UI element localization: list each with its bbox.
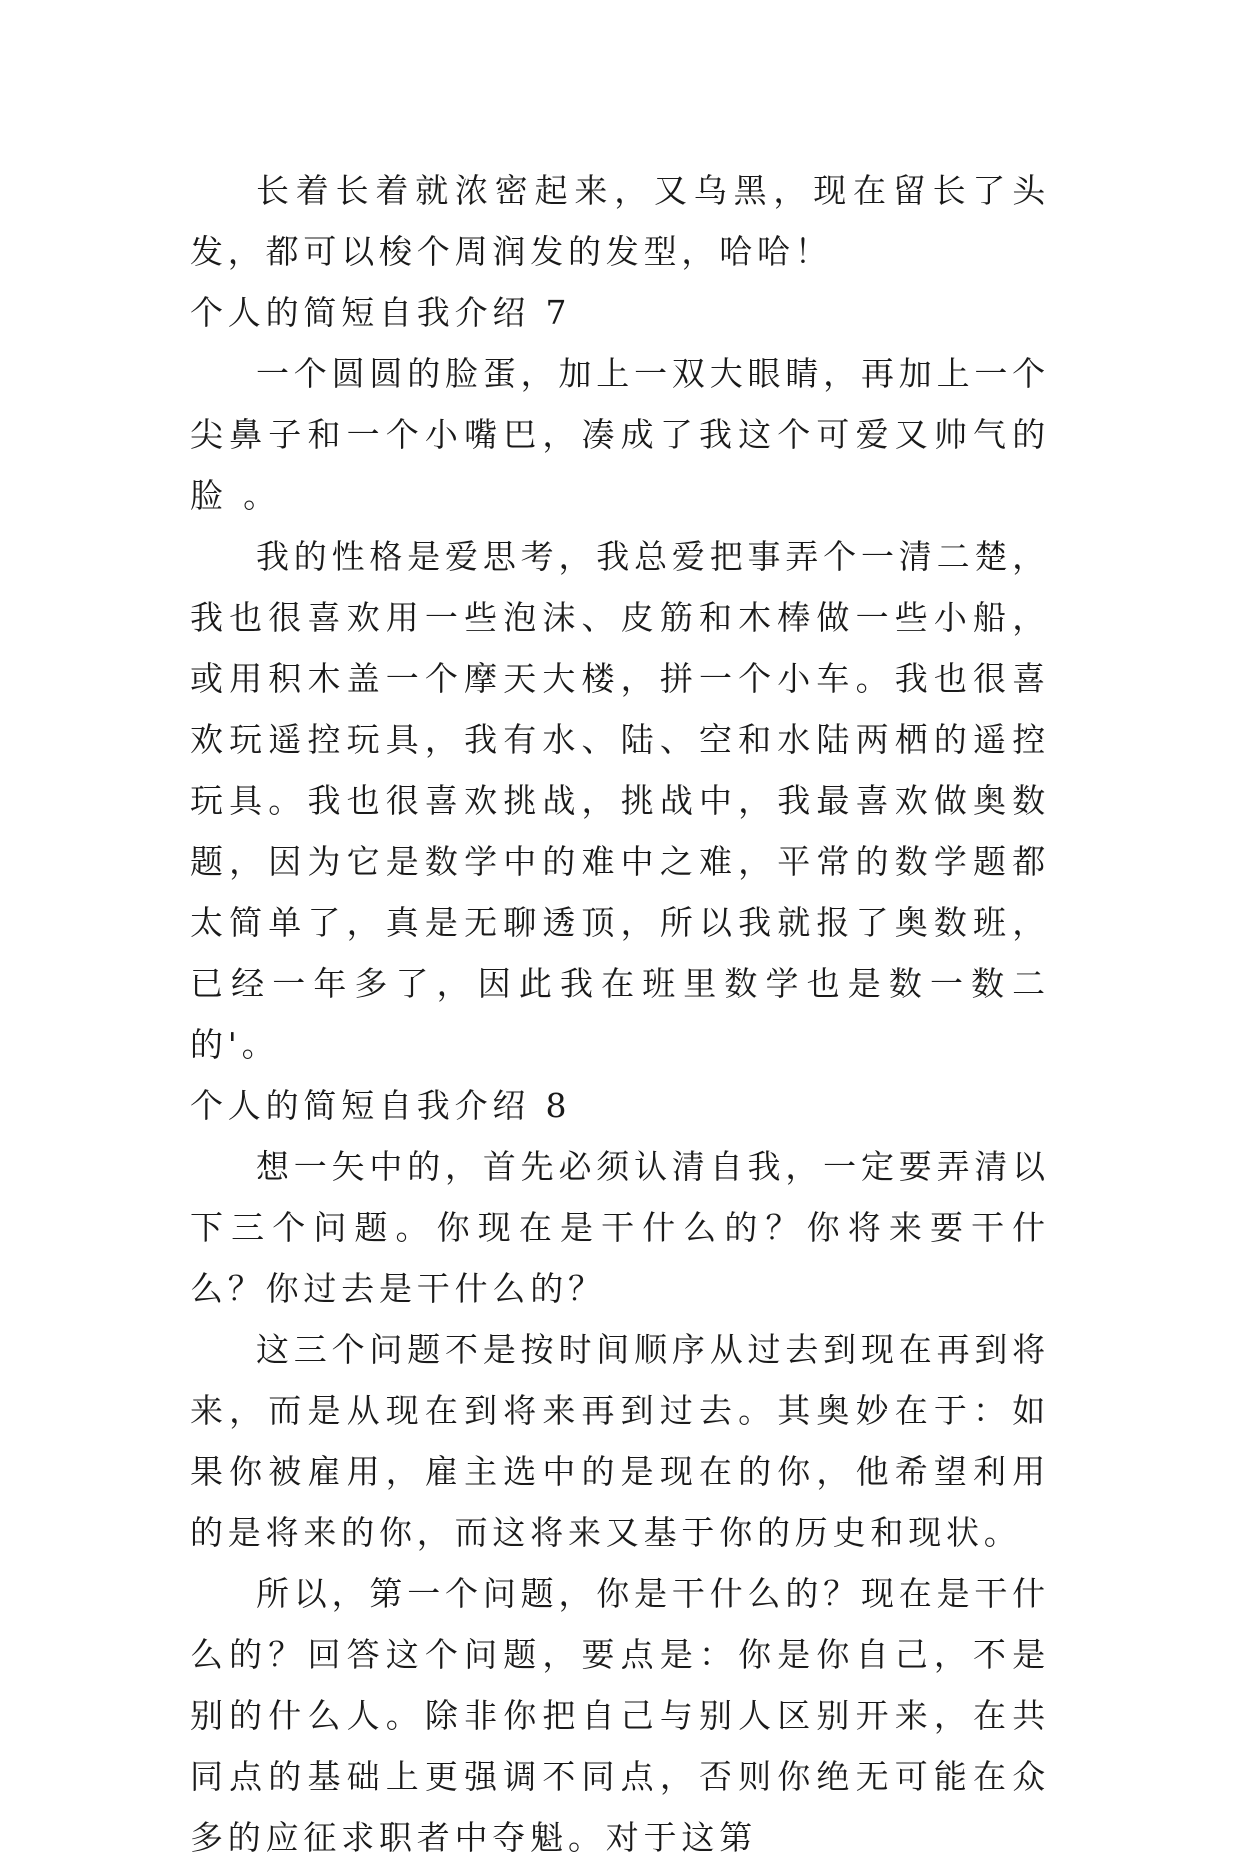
document-body xyxy=(190,160,1050,1868)
paragraph: 所以，第一个问题，你是干什么的？现在是干什么的？回答这个问题，要点是：你是你自己，不是别的什么人。除非你把自己与别人区别开来，在共同点的基础上更强调不同点，否则你绝无可能在众多的应征求职者中夺魁。对于这第 xyxy=(190,1574,1050,1857)
paragraph: 这三个问题不是按时间顺序从过去到现在再到将来，而是从现在到将来再到过去。其奥妙在于：如果你被雇用，雇主选中的是现在的你，他希望利用的是将来的你，而这将来又基于你的历史和现状。 xyxy=(190,1330,1050,1552)
section-heading: 个人的简短自我介绍 7 xyxy=(190,293,572,332)
paragraph: 一个圆圆的脸蛋，加上一双大眼睛，再加上一个尖鼻子和一个小嘴巴，凑成了我这个可爱又帅气的脸 。 xyxy=(190,354,1050,515)
paragraph: 我的性格是爱思考，我总爱把事弄个一清二楚，我也很喜欢用一些泡沫、皮筋和木棒做一些小船，或用积木盖一个摩天大楼，拼一个小车。我也很喜欢玩遥控玩具，我有水、陆、空和水陆两栖的遥控玩具。我也很喜欢挑战，挑战中，我最喜欢做奥数题，因为它是数学中的难中之难，平常的数学题都太简单了，真是无聊透顶，所以我就报了奥数班，已经一年多了，因此我在班里数学也是数一数二的'。 xyxy=(190,537,1050,1064)
section-heading: 个人的简短自我介绍 8 xyxy=(190,1086,572,1125)
paragraph: 想一矢中的，首先必须认清自我，一定要弄清以下三个问题。你现在是干什么的？你将来要干什么？你过去是干什么的？ xyxy=(190,1147,1050,1308)
paragraph: 长着长着就浓密起来，又乌黑，现在留长了头发，都可以梭个周润发的发型，哈哈！ xyxy=(190,171,1050,271)
